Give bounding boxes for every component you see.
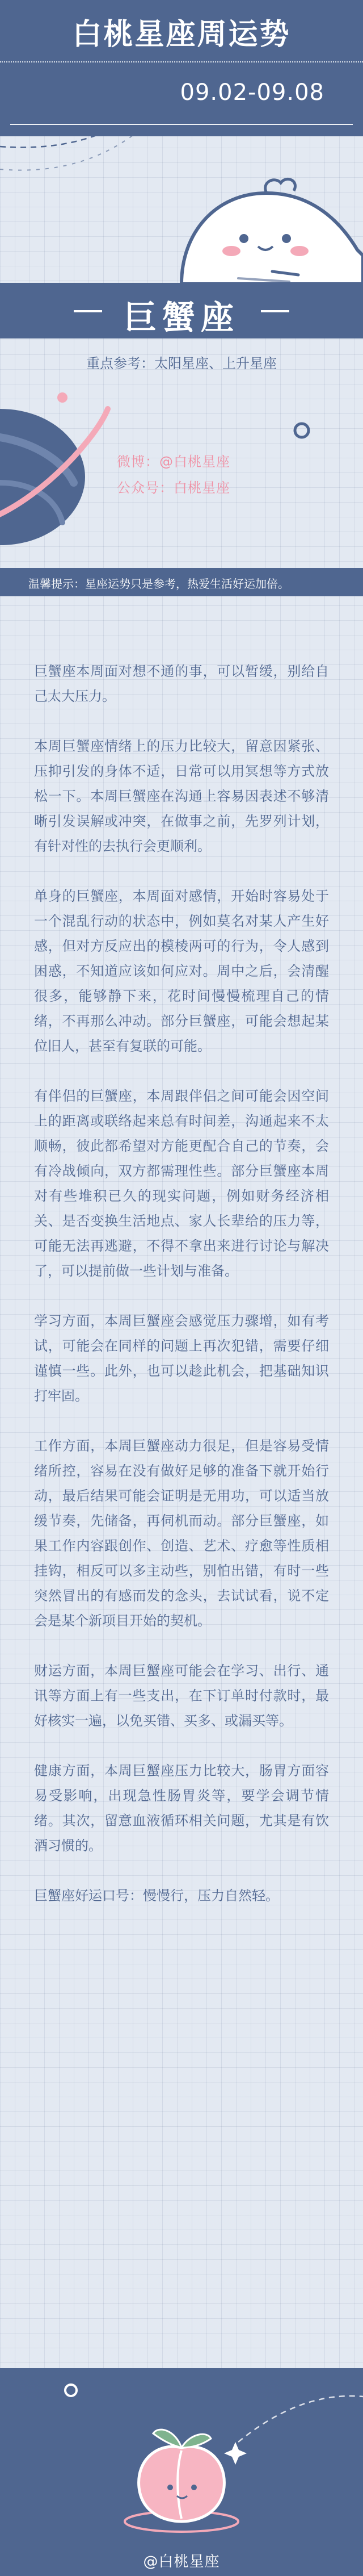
sign-name: 巨蟹座 <box>123 298 239 337</box>
focus-note: 重点参考：太阳星座、上升星座 <box>86 356 277 371</box>
divider <box>0 61 363 62</box>
dashed-arc-decoration <box>0 136 147 216</box>
divider <box>261 310 289 312</box>
header-banner <box>0 0 363 136</box>
tip-text: 温馨提示：星座运势只是参考，热爱生活好运加倍。 <box>28 577 289 591</box>
paragraph: 财运方面，本周巨蟹座可能会在学习、出行、通讯等方面上有一些支出，在下订单时付款时，最好核实一遍，以免买错、买多、或漏买等。 <box>34 1663 329 1729</box>
planet-icon <box>0 386 113 557</box>
divider <box>10 124 353 125</box>
peach-icon <box>113 2402 250 2539</box>
sign-banner <box>0 283 363 338</box>
page-title: 白桃星座周运势 <box>72 18 291 52</box>
ring-decoration <box>292 420 312 441</box>
tip-banner <box>0 568 363 596</box>
paragraph: 本周巨蟹座情绪上的压力比较大，留意因紧张、压抑引发的身体不适，日常可以用冥想等方式放松一下。本周巨蟹座在沟通上容易因表述不够清晰引发误解或冲突，在做事之前，先罗列计划，有针对性的去执行会更顺利。 <box>34 738 329 854</box>
paragraph: 学习方面，本周巨蟹座会感觉压力骤增，如有考试，可能会在同样的问题上再次犯错，需要仔细谨慎一些。此外，也可以趁此机会，把基础知识打牢固。 <box>34 1313 329 1404</box>
contact-info <box>117 449 230 501</box>
weibo-handle: 微博：@白桃星座 <box>117 454 230 470</box>
wechat-handle: 公众号：白桃星座 <box>117 480 230 496</box>
date-range: 09.02-09.08 <box>180 80 324 106</box>
paragraph: 巨蟹座本周面对想不通的事，可以暂缓，别给自己太大压力。 <box>34 663 329 704</box>
paragraph: 单身的巨蟹座，本周面对感情，开始时容易处于一个混乱行动的状态中，例如莫名对某人产生好感，但对方反应出的模棱两可的行为，令人感到困惑，不知道应该如何应对。周中之后，会清醒很多，能够静下来，花时间慢慢梳理自己的情绪，不再那么冲动。部分巨蟹座，可能会想起某位旧人，甚至有复联的可能。 <box>34 888 329 1054</box>
footer-handle: @白桃星座 <box>143 2553 220 2570</box>
paragraph: 有伴侣的巨蟹座，本周跟伴侣之间可能会因空间上的距离或联络起来总有时间差，沟通起来不太顺畅，彼此都希望对方能更配合自己的节奏，会有冷战倾向，双方都需理性些。部分巨蟹座本周对有些堆积已久的现实问题，例如财务经济相关、是否变换生活地点、家人长辈给的压力等，可能无法再逃避，不得不拿出来进行讨论与解决了，可以提前做一些计划与准备。 <box>34 1088 329 1279</box>
paragraph: 健康方面，本周巨蟹座压力比较大，肠胃方面容易受影响，出现急性肠胃炎等，要学会调节情绪。其次，留意血液循环相关问题，尤其是有饮酒习惯的。 <box>34 1763 329 1854</box>
ghost-mascot-icon <box>170 170 363 284</box>
footer-banner <box>0 2368 363 2576</box>
paragraph: 工作方面，本周巨蟹座动力很足，但是容易受情绪所控，容易在没有做好足够的准备下就开始行动，最后结果可能会证明是无用功，可以适当放缓节奏，先储备，再伺机而动。部分巨蟹座，如果工作内容跟创作、创造、艺术、疗愈等性质相挂钩，相反可以多主动些，别怕出错，有时一些突然冒出的有感而发的念头，去试试看，说不定会是某个新项目开始的契机。 <box>34 1438 329 1629</box>
dashed-arc-decoration <box>238 2385 363 2453</box>
paragraph: 巨蟹座好运口号：慢慢行，压力自然轻。 <box>34 1888 279 1904</box>
ring-decoration <box>62 2382 79 2399</box>
article-body <box>34 659 329 1933</box>
